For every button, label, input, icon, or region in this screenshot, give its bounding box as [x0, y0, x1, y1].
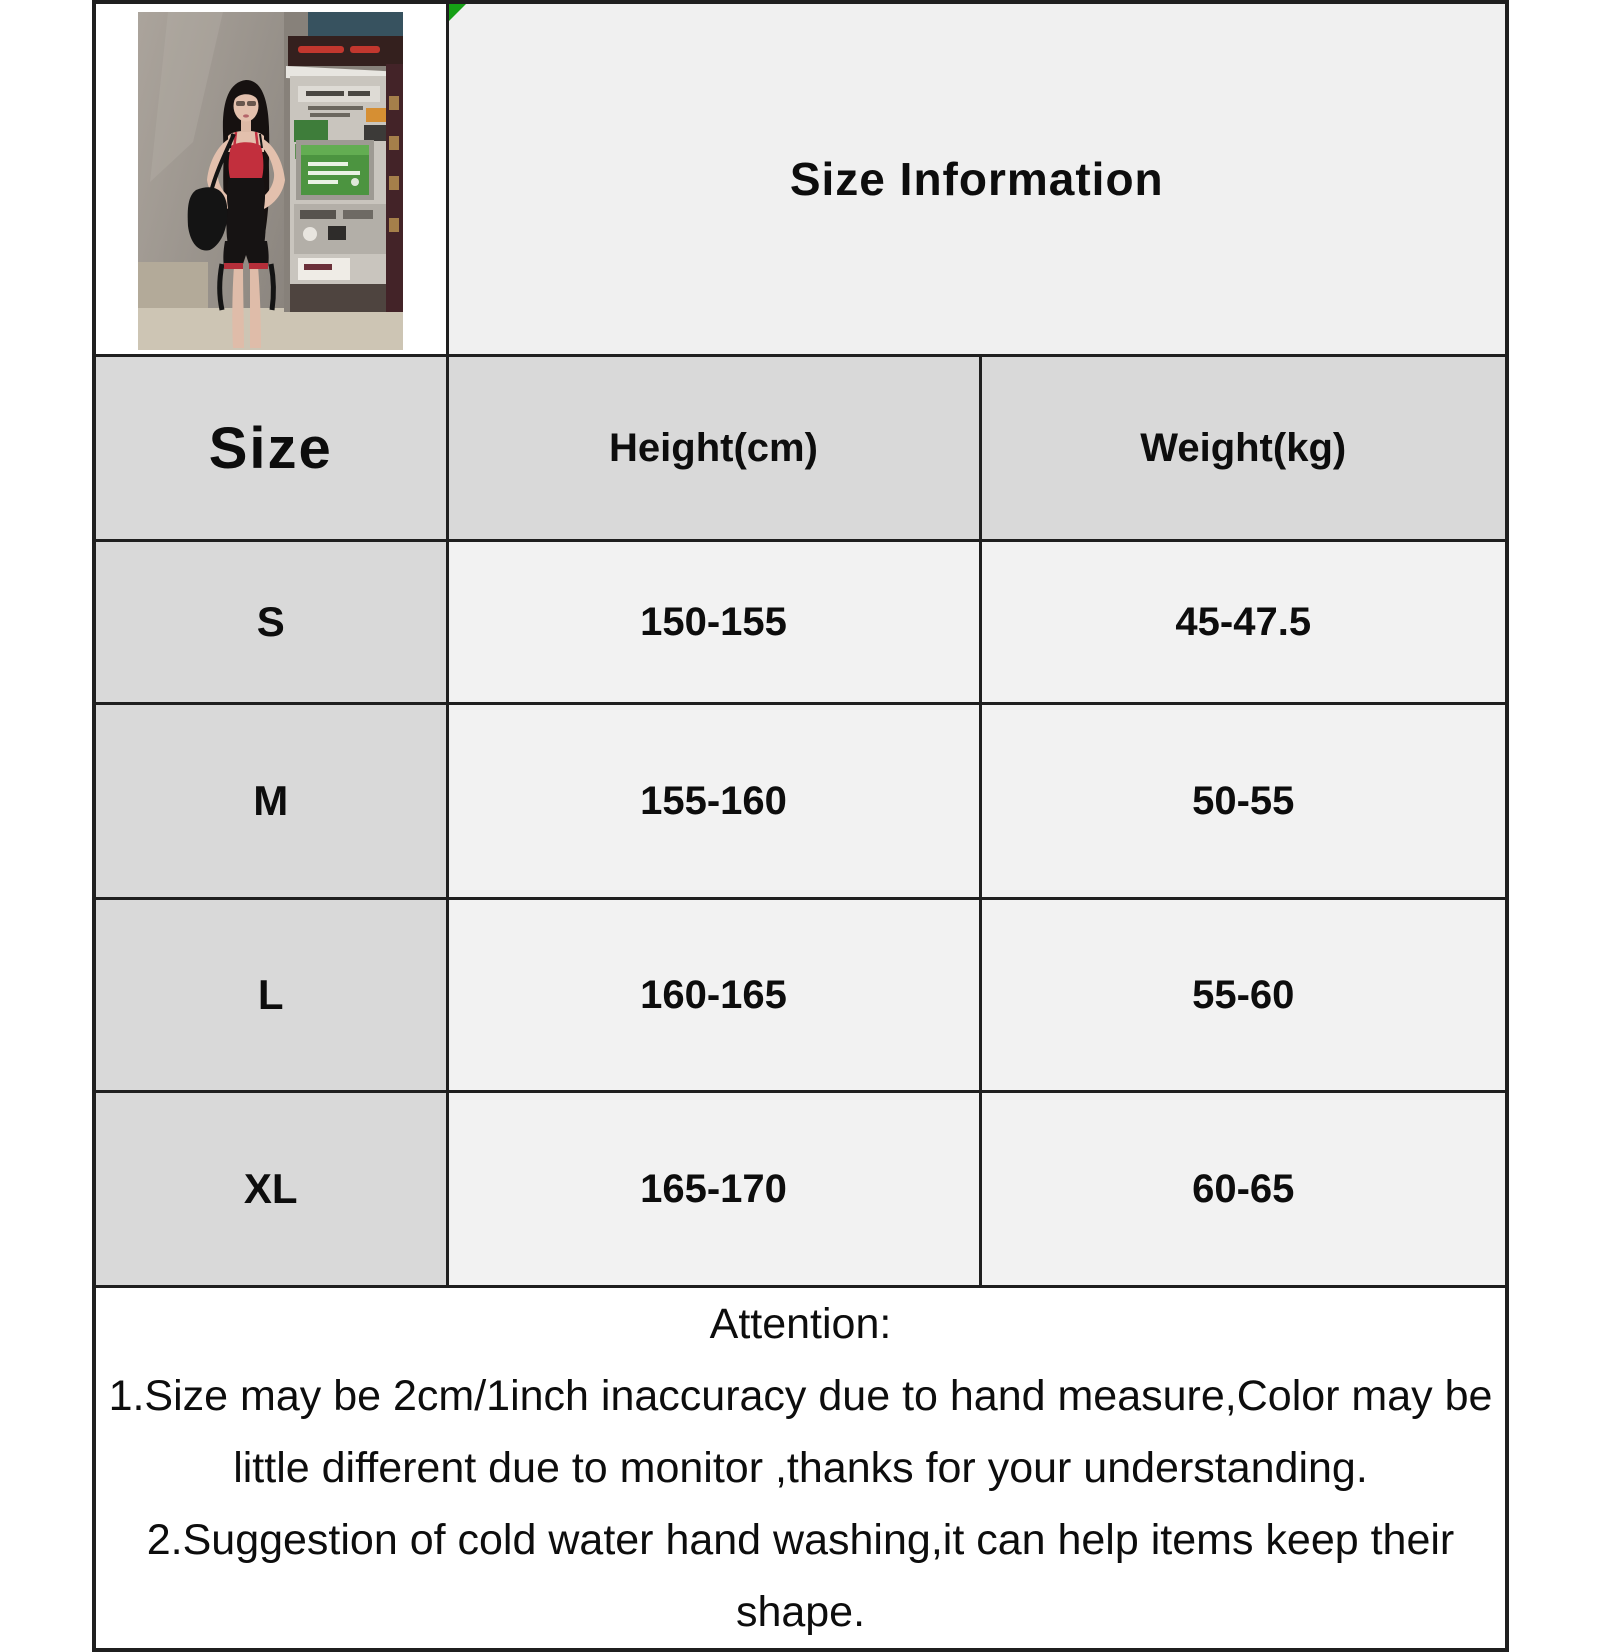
orange-sticker [366, 108, 386, 122]
column-header-height: Height(cm) [447, 356, 980, 541]
lower-wall [138, 262, 208, 314]
height-value-xl: 165-170 [447, 1092, 980, 1287]
size-label-l: L [94, 899, 447, 1092]
tassel-right [271, 264, 273, 310]
table-row-l [94, 899, 1507, 1092]
weight-value-s: 45-47.5 [980, 541, 1507, 704]
size-chart-canvas [92, 0, 1505, 1652]
weight-value-m: 50-55 [980, 704, 1507, 899]
leg-left [233, 266, 245, 348]
attention-note-2: 2.Suggestion of cold water hand washing,it can help items keep their shape. [146, 1516, 1455, 1636]
green-sticker [294, 120, 328, 142]
red-hem-left [224, 263, 243, 269]
product-photo [138, 12, 403, 350]
top-row [94, 2, 1507, 356]
attention-section [94, 1287, 1507, 1651]
page-title: Size Information [789, 153, 1164, 205]
floor [138, 308, 403, 350]
size-information-table [92, 0, 1509, 1652]
round-button [303, 227, 317, 241]
black-romper [227, 172, 266, 245]
table-row-m [94, 704, 1507, 899]
column-header-weight: Weight(kg) [980, 356, 1507, 541]
size-information-header-cell [447, 2, 1507, 356]
ticket-machine [284, 12, 403, 312]
table-row-s [94, 541, 1507, 704]
green-corner-marker-icon [449, 4, 466, 21]
red-hem-right [249, 263, 268, 269]
lips [243, 114, 249, 117]
glasses-left-lens [236, 101, 245, 106]
weight-value-l: 55-60 [980, 899, 1507, 1092]
glasses-right-lens [247, 101, 256, 106]
tassel-left [220, 264, 222, 310]
weight-value-xl: 60-65 [980, 1092, 1507, 1287]
table-row-xl [94, 1092, 1507, 1287]
height-value-m: 155-160 [447, 704, 980, 899]
attention-row [94, 1287, 1507, 1651]
height-value-s: 150-155 [447, 541, 980, 704]
attention-heading: Attention: [709, 1300, 892, 1348]
dark-sticker [364, 125, 388, 141]
size-label-s: S [94, 541, 447, 704]
table-header-row [94, 356, 1507, 541]
attention-note-1: 1.Size may be 2cm/1inch inaccuracy due to hand measure,Color may be little different due to monitor ,thanks for your understanding. [108, 1372, 1493, 1492]
product-photo-cell [94, 2, 447, 356]
size-label-m: M [94, 704, 447, 899]
size-label-xl: XL [94, 1092, 447, 1287]
height-value-l: 160-165 [447, 899, 980, 1092]
machine-base [290, 284, 390, 312]
column-header-size: Size [94, 356, 447, 541]
